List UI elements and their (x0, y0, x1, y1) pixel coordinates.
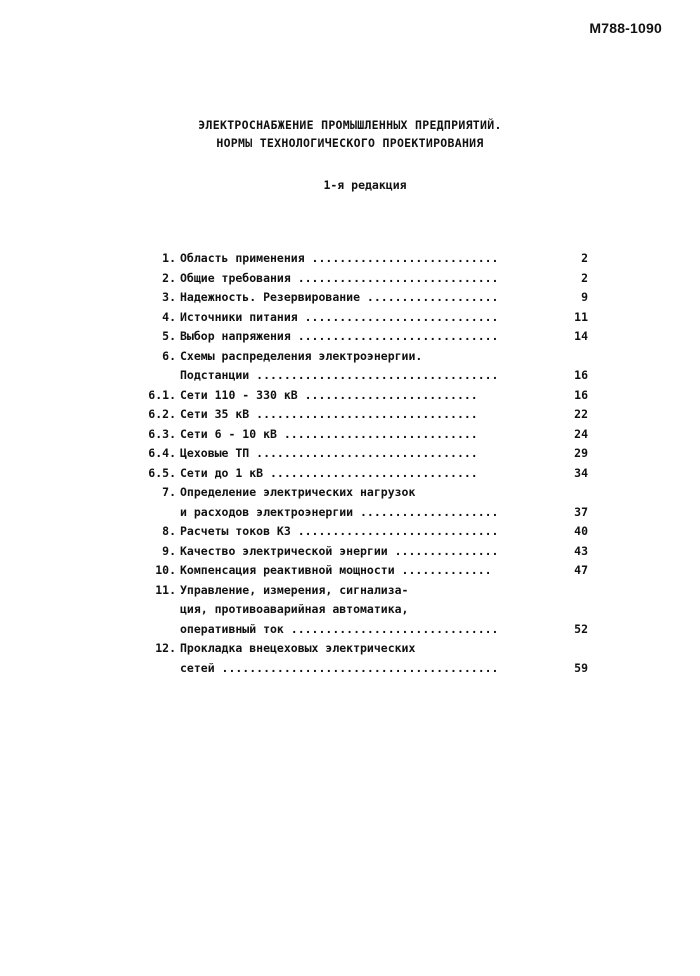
toc-text: Область применения ........................... (180, 251, 499, 265)
toc-text: Прокладка внецеховых электрических (180, 641, 416, 655)
toc-text: Расчеты токов КЗ ............................. (180, 524, 499, 538)
toc-text: Качество электрической энергии ............... (180, 543, 499, 558)
toc-page: 11 (574, 309, 588, 324)
edition-label: 1-я редакция (323, 178, 407, 192)
toc-page: 34 (574, 465, 588, 480)
toc-text: Цеховые ТП ................................ (180, 446, 478, 460)
toc-page: 40 (574, 524, 588, 538)
toc-number (146, 503, 176, 523)
toc-text: сетей ........................................ (180, 660, 499, 675)
toc-page: 2 (581, 270, 588, 285)
toc-number: 2. (162, 270, 176, 285)
document-title-line-2: НОРМЫ ТЕХНОЛОГИЧЕСКОГО ПРОЕКТИРОВАНИЯ (216, 136, 484, 150)
toc-entry (146, 347, 588, 367)
toc-entry (146, 483, 588, 503)
toc-number: 1. (162, 251, 176, 265)
toc-number: 7. (162, 485, 176, 499)
toc-page (552, 600, 588, 620)
toc-page: 47 (574, 563, 588, 577)
toc-text: Управление, измерения, сигнализа- (180, 582, 409, 597)
toc-number: 5. (162, 329, 176, 343)
toc-entry (146, 249, 588, 269)
toc-entry (146, 366, 588, 386)
toc-text: и расходов электроэнергии .................... (180, 504, 499, 519)
toc-text: Схемы распределения электроэнергии. (180, 348, 423, 363)
toc-entry (146, 269, 588, 289)
toc-entry (146, 522, 588, 542)
toc-text: ция, противоаварийная автоматика, (180, 602, 409, 616)
toc-entry (146, 425, 588, 445)
toc-number: 8. (162, 524, 176, 538)
toc-entry (146, 464, 588, 484)
toc-entry (146, 659, 588, 679)
toc-page (552, 347, 588, 367)
toc-number: 9. (162, 543, 176, 558)
toc-page: 2 (581, 251, 588, 265)
toc-text: Выбор напряжения ............................. (180, 329, 499, 343)
toc-entry (146, 288, 588, 308)
toc-number: 4. (162, 309, 176, 324)
toc-entry (146, 327, 588, 347)
toc-page: 16 (574, 387, 588, 402)
toc-page (552, 483, 588, 503)
toc-page: 43 (574, 543, 588, 558)
toc-number: 10. (155, 563, 176, 577)
toc-text: Источники питания ............................ (180, 309, 499, 324)
toc-page (552, 639, 588, 659)
toc-entry (146, 620, 588, 640)
toc-entry (146, 581, 588, 601)
toc-page: 52 (574, 621, 588, 636)
toc-entry (146, 561, 588, 581)
table-of-contents (146, 249, 588, 678)
toc-entry (146, 405, 588, 425)
toc-number (146, 366, 176, 386)
toc-number (146, 659, 176, 679)
toc-text: Надежность. Резервирование ................... (180, 290, 499, 304)
toc-text: Сети 6 - 10 кВ ............................ (180, 426, 478, 441)
toc-text: Общие требования ............................. (180, 270, 499, 285)
document-code: M788-1090 (589, 20, 662, 36)
toc-entry (146, 542, 588, 562)
toc-entry (146, 308, 588, 328)
toc-entry (146, 503, 588, 523)
toc-entry (146, 600, 588, 620)
toc-page: 9 (581, 290, 588, 304)
toc-number (146, 600, 176, 620)
toc-text: Сети 35 кВ ................................ (180, 407, 478, 421)
toc-text: Компенсация реактивной мощности ............. (180, 563, 492, 577)
toc-number (146, 620, 176, 640)
toc-text: Сети до 1 кВ .............................. (180, 465, 478, 480)
toc-number: 6. (162, 348, 176, 363)
toc-entry (146, 639, 588, 659)
toc-page (552, 581, 588, 601)
toc-number: 6.2. (148, 407, 176, 421)
toc-page: 14 (574, 329, 588, 343)
toc-page: 24 (574, 426, 588, 441)
toc-text: оперативный ток .............................. (180, 621, 499, 636)
document-title-line-1: ЭЛЕКТРОСНАБЖЕНИЕ ПРОМЫШЛЕННЫХ ПРЕДПРИЯТИЙ. (198, 118, 502, 132)
toc-number: 6.1. (148, 387, 176, 402)
toc-number: 6.3. (148, 426, 176, 441)
toc-number: 6.5. (148, 465, 176, 480)
toc-page: 59 (574, 660, 588, 675)
toc-page: 16 (574, 368, 588, 382)
toc-text: Сети 110 - 330 кВ ......................... (180, 387, 478, 402)
toc-page: 37 (574, 504, 588, 519)
toc-number: 11. (155, 582, 176, 597)
toc-number: 12. (155, 641, 176, 655)
toc-entry (146, 444, 588, 464)
toc-number: 6.4. (148, 446, 176, 460)
toc-number: 3. (162, 290, 176, 304)
toc-page: 29 (574, 446, 588, 460)
toc-page: 22 (574, 407, 588, 421)
toc-text: Определение электрических нагрузок (180, 485, 416, 499)
toc-text: Подстанции ................................... (180, 368, 499, 382)
toc-entry (146, 386, 588, 406)
